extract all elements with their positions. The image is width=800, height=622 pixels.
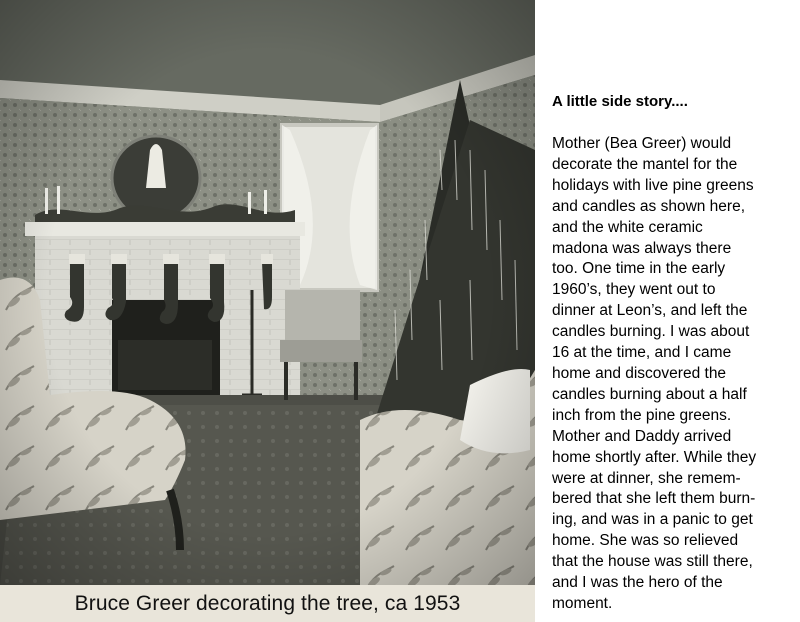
side-story bbox=[552, 92, 792, 615]
story-title: A little side story.... bbox=[552, 93, 688, 110]
photo-caption: Bruce Greer decorating the tree, ca 1953 bbox=[74, 591, 461, 615]
story-body: Mother (Bea Greer) would decorate the mantel for the holidays with live pine greens and candles as shown here, and the white ceramic madona was always there too. One time in the early 1960’s, they went out to dinner at Leon’s, and left the candles burning. I was about 16 at the time, and I came home and discovered the candles burning about a half inch from the pine greens. Mother and Daddy arrived home shortly after. While they were at dinner, she remem- bered that she left them burn- ing, and was in a panic to get home. She was so relieved that the house was still there, and I was the hero of the moment. bbox=[552, 135, 757, 612]
